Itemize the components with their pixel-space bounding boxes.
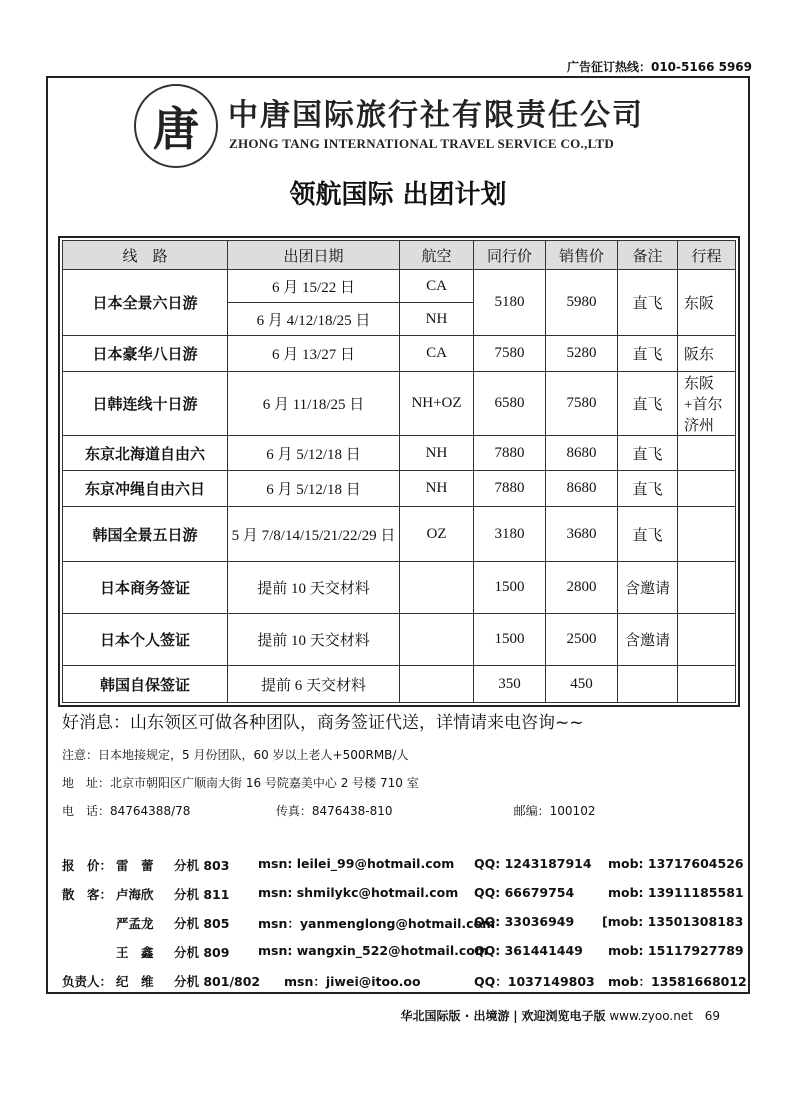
header-dates: 出团日期 (228, 241, 400, 270)
date-cell: 提前 10 天交材料 (228, 562, 400, 614)
good-news: 好消息：山东领区可做各种团队，商务签证代送，详情请来电咨询~~ (62, 713, 584, 733)
note-cell: 含邀请 (618, 614, 678, 666)
contact-role: 报 价： (62, 858, 113, 873)
airline-cell: OZ (400, 507, 474, 562)
phone: 电 话：84764388/78 (62, 804, 191, 818)
contact-ext: 分机 809 (174, 945, 230, 960)
sale-price-cell: 2500 (546, 614, 618, 666)
sale-price-cell: 3680 (546, 507, 618, 562)
contact-mob: mob: 13717604526 (608, 856, 744, 871)
contact-mob: mob: 15117927789 (608, 943, 744, 958)
ad-frame (46, 76, 750, 994)
airline-cell (400, 666, 474, 703)
contact-name: 王 鑫 (116, 945, 154, 960)
header-sale-price: 销售价 (546, 241, 618, 270)
tour-schedule-table (58, 236, 740, 707)
notice: 注意：日本地接规定，5 月份团队，60 岁以上老人+500RMB/人 (62, 748, 409, 762)
sale-price-cell: 2800 (546, 562, 618, 614)
sale-price-cell: 5980 (546, 270, 618, 336)
sale-price-cell: 7580 (546, 372, 618, 436)
route-cell: 东京冲绳自由六日 (63, 471, 228, 507)
page-number: 69 (704, 1009, 720, 1023)
contact-role: 散 客： (62, 887, 113, 902)
itinerary-cell: 东阪 (678, 270, 736, 336)
contact-mob: [mob: 13501308183 (602, 914, 744, 929)
route-cell: 韩国自保签证 (63, 666, 228, 703)
contact-ext: 分机 801/802 (174, 974, 261, 989)
contact-qq: QQ: 66679754 (474, 885, 575, 900)
peer-price-cell: 7880 (474, 471, 546, 507)
itinerary-cell (678, 562, 736, 614)
table-row (63, 270, 736, 303)
itinerary-cell (678, 436, 736, 471)
table-row (63, 372, 736, 436)
airline-cell: NH+OZ (400, 372, 474, 436)
page-footer (401, 1007, 720, 1024)
contact-line (62, 802, 722, 819)
airline-cell (400, 562, 474, 614)
header-airline: 航空 (400, 241, 474, 270)
ad-hotline: 广告征订热线：010-5166 5969 (566, 60, 752, 74)
postcode: 邮编：100102 (513, 804, 596, 818)
fax: 传真：8476438-810 (275, 804, 393, 818)
contact-qq: QQ：1037149803 (474, 974, 595, 989)
contact-msn[interactable]: msn：jiwei@itoo.oo (284, 974, 421, 989)
peer-price-cell: 5180 (474, 270, 546, 336)
header-route: 线 路 (63, 241, 228, 270)
table-row (63, 507, 736, 562)
route-cell: 日本豪华八日游 (63, 336, 228, 372)
date-cell: 6 月 4/12/18/25 日 (228, 303, 400, 336)
contact-ext: 分机 811 (174, 887, 230, 902)
sale-price-cell: 5280 (546, 336, 618, 372)
contact-msn[interactable]: msn: shmilykc@hotmail.com (258, 885, 459, 900)
date-cell: 6 月 5/12/18 日 (228, 471, 400, 507)
contact-name: 卢海欣 (116, 887, 154, 902)
airline-cell: NH (400, 436, 474, 471)
footer-site[interactable]: www.zyoo.net (609, 1009, 693, 1023)
table-row (63, 562, 736, 614)
table-row (63, 336, 736, 372)
date-cell: 6 月 5/12/18 日 (228, 436, 400, 471)
table-row (63, 471, 736, 507)
contact-role: 负责人： (62, 974, 113, 989)
peer-price-cell: 350 (474, 666, 546, 703)
contact-name: 纪 维 (116, 974, 154, 989)
itinerary-cell: 东阪+首尔济州 (678, 372, 736, 436)
note-cell: 直飞 (618, 507, 678, 562)
note-cell: 含邀请 (618, 562, 678, 614)
sale-price-cell: 8680 (546, 471, 618, 507)
contact-row (62, 914, 742, 943)
itinerary-cell (678, 471, 736, 507)
note-cell: 直飞 (618, 270, 678, 336)
note-cell: 直飞 (618, 471, 678, 507)
route-cell: 日本个人签证 (63, 614, 228, 666)
itinerary-cell (678, 507, 736, 562)
contact-msn[interactable]: msn: wangxin_522@hotmail.com (258, 943, 488, 958)
contact-name: 雷 蕾 (116, 858, 154, 873)
table-header-row (63, 241, 736, 270)
table-row (63, 436, 736, 471)
contact-msn[interactable]: msn: leilei_99@hotmail.com (258, 856, 455, 871)
date-cell: 6 月 15/22 日 (228, 270, 400, 303)
contact-msn[interactable]: msn：yanmenglong@hotmail.com (258, 916, 496, 931)
table-row (63, 666, 736, 703)
sale-price-cell: 8680 (546, 436, 618, 471)
note-cell: 直飞 (618, 336, 678, 372)
airline-cell: NH (400, 471, 474, 507)
contact-ext: 分机 803 (174, 858, 230, 873)
route-cell: 东京北海道自由六 (63, 436, 228, 471)
peer-price-cell: 7880 (474, 436, 546, 471)
contact-row (62, 972, 747, 1001)
company-name-en: ZHONG TANG INTERNATIONAL TRAVEL SERVICE CO.,LTD (229, 136, 615, 151)
airline-cell (400, 614, 474, 666)
route-cell: 日本全景六日游 (63, 270, 228, 336)
route-cell: 日本商务签证 (63, 562, 228, 614)
address: 地 址：北京市朝阳区广顺南大街 16 号院嘉美中心 2 号楼 710 室 (62, 776, 419, 790)
header-note: 备注 (618, 241, 678, 270)
contact-row (62, 943, 742, 972)
peer-price-cell: 1500 (474, 614, 546, 666)
table-row (63, 614, 736, 666)
note-cell (618, 666, 678, 703)
contact-qq: QQ: 1243187914 (474, 856, 592, 871)
peer-price-cell: 6580 (474, 372, 546, 436)
company-logo-icon: 唐 (134, 84, 218, 168)
header-peer-price: 同行价 (474, 241, 546, 270)
header-itinerary: 行程 (678, 241, 736, 270)
note-cell: 直飞 (618, 436, 678, 471)
route-cell: 日韩连线十日游 (63, 372, 228, 436)
contact-row (62, 856, 742, 885)
footer-section: 华北国际版 · 出境游 (400, 1009, 510, 1023)
note-cell: 直飞 (618, 372, 678, 436)
date-cell: 提前 10 天交材料 (228, 614, 400, 666)
date-cell: 提前 6 天交材料 (228, 666, 400, 703)
itinerary-cell (678, 666, 736, 703)
airline-cell: CA (400, 336, 474, 372)
date-cell: 6 月 13/27 日 (228, 336, 400, 372)
footer-slogan: 欢迎浏览电子版 (521, 1009, 606, 1023)
date-cell: 6 月 11/18/25 日 (228, 372, 400, 436)
itinerary-cell (678, 614, 736, 666)
peer-price-cell: 3180 (474, 507, 546, 562)
contacts-list (62, 856, 747, 1001)
airline-cell: CA (400, 270, 474, 303)
contact-qq: QQ: 361441449 (474, 943, 583, 958)
contact-row (62, 885, 742, 914)
contact-mob: mob：13581668012 (608, 974, 747, 989)
contact-ext: 分机 805 (174, 916, 230, 931)
company-name-cn: 中唐国际旅行社有限责任公司 (228, 98, 644, 133)
itinerary-cell: 阪东 (678, 336, 736, 372)
date-cell: 5 月 7/8/14/15/21/22/29 日 (228, 507, 400, 562)
contact-qq: QQ: 33036949 (474, 914, 575, 929)
route-cell: 韩国全景五日游 (63, 507, 228, 562)
contact-mob: mob: 13911185581 (608, 885, 744, 900)
footer-separator: | (513, 1009, 518, 1023)
page-title: 领航国际 出团计划 (289, 180, 507, 210)
sale-price-cell: 450 (546, 666, 618, 703)
peer-price-cell: 1500 (474, 562, 546, 614)
peer-price-cell: 7580 (474, 336, 546, 372)
airline-cell: NH (400, 303, 474, 336)
contact-name: 严孟龙 (116, 916, 154, 931)
